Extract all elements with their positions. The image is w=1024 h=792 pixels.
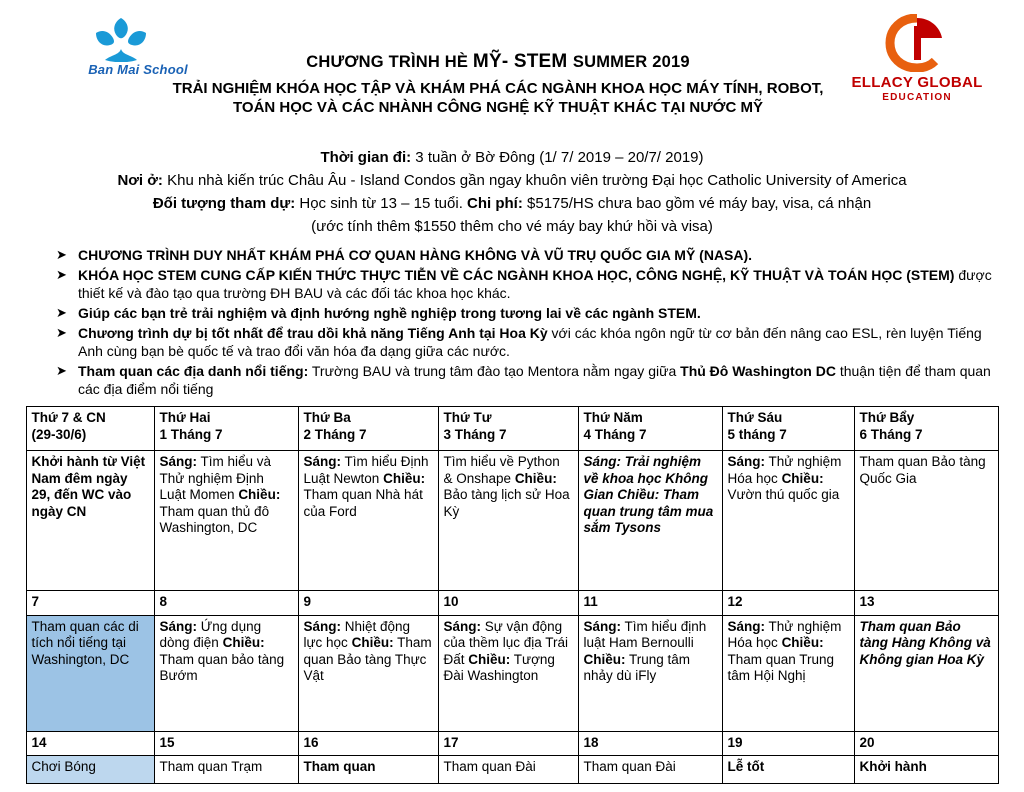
cell-afternoon-text: Tượng Đài Washington bbox=[443, 651, 555, 683]
cell-text: Tham quan Bảo tàng Quốc Gia bbox=[859, 454, 986, 486]
info-audience-label: Đối tượng tham dự: bbox=[152, 195, 296, 212]
schedule-cell bbox=[854, 451, 998, 591]
header-date: 4 Tháng 7 bbox=[583, 426, 647, 442]
header-date: 1 Tháng 7 bbox=[159, 426, 223, 442]
header-date: 5 tháng 7 bbox=[727, 426, 787, 442]
arrow-bullet-icon: ➤ bbox=[56, 325, 67, 340]
list-item-rest: Trường BAU và trung tâm đào tạo Mentora nằm ngay giữa bbox=[308, 363, 681, 379]
table-row bbox=[26, 451, 998, 591]
list-item bbox=[56, 362, 998, 398]
info-block bbox=[0, 146, 1024, 238]
cell-morning-label: Sáng: bbox=[303, 454, 342, 469]
list-item-bold2: Thủ Đô Washington DC bbox=[680, 363, 836, 379]
cell-morning-text: Thử nghiệm Hóa học bbox=[727, 454, 842, 486]
day-number: 9 bbox=[298, 591, 438, 616]
cell-morning-label: Sáng: bbox=[583, 618, 622, 634]
table-row-daynumbers bbox=[26, 731, 998, 756]
day-number: 16 bbox=[298, 731, 438, 756]
header-day: Thứ Bẩy bbox=[859, 410, 915, 425]
schedule-cell bbox=[438, 615, 578, 731]
schedule-cell: Khởi hành bbox=[854, 756, 998, 784]
schedule-cell bbox=[298, 615, 438, 731]
schedule-cell: Chơi Bóng bbox=[26, 756, 154, 784]
highlights-list bbox=[0, 246, 1024, 398]
schedule-cell bbox=[578, 451, 722, 591]
list-item-rest: với các khóa ngôn ngữ từ cơ bản đến nâng cao ESL, rèn luyện Tiếng Anh cùng bạn bè quốc tế và trao đổi văn hóa đa dạng giữa các nước. bbox=[78, 325, 982, 359]
page-title bbox=[168, 52, 828, 117]
cell-afternoon-label: Chiều: bbox=[781, 635, 824, 650]
header-date: 2 Tháng 7 bbox=[303, 426, 367, 442]
cell-text: Tham quan các di tích nổi tiếng tại Washington, DC bbox=[31, 618, 139, 667]
title-line1-pre: CHƯƠNG TRÌNH HÈ bbox=[306, 53, 473, 71]
list-item bbox=[56, 324, 998, 360]
ellacy-logo-text: ELLACY GLOBAL bbox=[851, 74, 983, 91]
info-time-label: Thời gian đi: bbox=[320, 149, 412, 166]
banmai-logo-text: Ban Mai School bbox=[88, 62, 188, 77]
arrow-bullet-icon: ➤ bbox=[56, 247, 67, 262]
cell-morning-label: Sáng: bbox=[443, 618, 482, 634]
cell-morning-text: Tìm hiểu định luật Ham Bernoulli bbox=[583, 618, 707, 650]
day-number: 13 bbox=[854, 591, 998, 616]
header-day: Thứ Sáu bbox=[727, 410, 783, 425]
list-item-bold: Giúp các bạn trẻ trải nghiệm và định hướng nghề nghiệp trong tương lai về các ngành STEM. bbox=[78, 305, 701, 321]
cell-morning-label: Sáng: bbox=[583, 454, 622, 469]
cell-afternoon-label: Chiều: bbox=[351, 635, 394, 650]
cell-afternoon-label: Chiều: bbox=[617, 487, 660, 502]
day-number: 20 bbox=[854, 731, 998, 756]
cell-morning-label: Sáng: bbox=[303, 618, 342, 634]
header-day: Thứ Ba bbox=[303, 410, 351, 425]
info-line-estimate: (ước tính thêm $1550 thêm cho vé máy bay khứ hồi và visa) bbox=[311, 218, 713, 235]
ellacy-logo bbox=[832, 14, 1002, 103]
header-day: Thứ 7 & CN bbox=[31, 410, 106, 425]
cell-afternoon-label: Chiều: bbox=[583, 651, 626, 667]
cell-morning-text: Tìm hiểu Định Luật Newton bbox=[303, 454, 429, 486]
info-place-label: Nơi ở: bbox=[117, 172, 163, 189]
cell-afternoon-text: Tham quan trung tâm mua sắm Tysons bbox=[583, 487, 714, 535]
cell-afternoon-text: Tham quan thủ đô Washington, DC bbox=[159, 503, 270, 535]
cell-afternoon-label: Chiều: bbox=[222, 635, 265, 650]
cell-morning-text: Tìm hiểu và Thử nghiệm Định Luật Momen bbox=[159, 454, 272, 502]
list-item bbox=[56, 246, 998, 264]
schedule-cell: Lễ tốt bbox=[722, 756, 854, 784]
schedule-cell: Tham quan Đài bbox=[438, 756, 578, 784]
schedule-cell bbox=[26, 451, 154, 591]
table-header-cell bbox=[298, 407, 438, 451]
table-header-cell bbox=[154, 407, 298, 451]
cell-morning-text: Sự vận động của thềm lục địa Trái Đất bbox=[443, 618, 569, 667]
list-item-bold: Chương trình dự bị tốt nhất để trau dồi khả năng Tiếng Anh tại Hoa Kỳ bbox=[78, 325, 548, 341]
info-line-time bbox=[0, 146, 1024, 169]
schedule-cell: Tham quan Trạm bbox=[154, 756, 298, 784]
cell-morning-label: Sáng: bbox=[159, 618, 198, 634]
day-number: 8 bbox=[154, 591, 298, 616]
header-date: 6 Tháng 7 bbox=[859, 426, 923, 442]
arrow-bullet-icon: ➤ bbox=[56, 363, 67, 378]
cell-afternoon-text: Tham quan Bảo tàng Thực Vật bbox=[303, 635, 432, 683]
cell-morning-text: Tìm hiểu về Python & Onshape bbox=[443, 454, 560, 486]
table-header-cell bbox=[854, 407, 998, 451]
schedule-cell bbox=[722, 451, 854, 591]
info-cost-label: Chi phí: bbox=[467, 195, 523, 212]
cell-morning-label: Sáng: bbox=[159, 454, 198, 469]
title-line2: TRẢI NGHIỆM KHÓA HỌC TẬP VÀ KHÁM PHÁ CÁC NGÀNH KHOA HỌC MÁY TÍNH, ROBOT, TOÁN HỌC VÀ CÁC NHÀNH CÔNG NGHỆ KỸ THUẬT KHÁC TẠI NƯỚC MỸ bbox=[172, 80, 824, 116]
schedule-cell bbox=[154, 615, 298, 731]
header-day: Thứ Tư bbox=[443, 410, 492, 425]
header-day: Thứ Hai bbox=[159, 410, 211, 425]
schedule-table bbox=[26, 406, 999, 784]
cell-afternoon-text: Tham quan bảo tàng Bướm bbox=[159, 651, 285, 683]
table-row bbox=[26, 756, 998, 784]
title-line1-mid: MỸ- STEM bbox=[472, 51, 573, 72]
cell-morning-text: Ứng dụng dòng điện bbox=[159, 618, 262, 650]
day-number: 11 bbox=[578, 591, 722, 616]
table-header-cell bbox=[578, 407, 722, 451]
header-date: 3 Tháng 7 bbox=[443, 426, 507, 442]
schedule-cell bbox=[578, 615, 722, 731]
cell-morning-text: Nhiệt động lực học bbox=[303, 618, 411, 650]
ellacy-logo-subtext: EDUCATION bbox=[882, 92, 952, 103]
banmai-flower-icon bbox=[92, 16, 150, 62]
cell-morning-label: Sáng: bbox=[727, 618, 766, 634]
arrow-bullet-icon: ➤ bbox=[56, 267, 67, 282]
schedule-cell: Tham quan Đài bbox=[578, 756, 722, 784]
schedule-cell bbox=[26, 615, 154, 731]
list-item-bold: KHÓA HỌC STEM CUNG CẤP KIẾN THỨC THỰC TIỄN VỀ CÁC NGÀNH KHOA HỌC, CÔNG NGHỆ, KỸ THUẬT VÀ TOÁN HỌC (STEM) bbox=[78, 267, 955, 283]
day-number: 14 bbox=[26, 731, 154, 756]
info-place-value: Khu nhà kiến trúc Châu Âu - Island Condos gần ngay khuôn viên trường Đại học Catholic University of America bbox=[162, 172, 907, 189]
day-number: 12 bbox=[722, 591, 854, 616]
title-line1-post: SUMMER 2019 bbox=[572, 53, 690, 71]
cell-afternoon-text: Bảo tàng lịch sử Hoa Kỳ bbox=[443, 487, 570, 519]
day-number: 18 bbox=[578, 731, 722, 756]
cell-afternoon-text: Tham quan Nhà hát của Ford bbox=[303, 487, 423, 519]
day-number: 17 bbox=[438, 731, 578, 756]
cell-text: Khởi hành từ Việt Nam đêm ngày 29, đến WC vào ngày CN bbox=[31, 454, 146, 519]
table-header-cell bbox=[26, 407, 154, 451]
cell-afternoon-label: Chiều: bbox=[238, 487, 281, 502]
table-header-cell bbox=[438, 407, 578, 451]
document-header bbox=[0, 0, 1024, 140]
cell-afternoon-text: Vườn thú quốc gia bbox=[727, 487, 840, 502]
info-cost-value: $5175/HS chưa bao gồm vé máy bay, visa, cá nhận bbox=[522, 195, 872, 212]
schedule-cell bbox=[298, 451, 438, 591]
day-number: 19 bbox=[722, 731, 854, 756]
header-date: (29-30/6) bbox=[31, 426, 87, 442]
schedule-cell bbox=[854, 615, 998, 731]
schedule-cell bbox=[154, 451, 298, 591]
table-row bbox=[26, 615, 998, 731]
table-header-cell bbox=[722, 407, 854, 451]
day-number: 10 bbox=[438, 591, 578, 616]
arrow-bullet-icon: ➤ bbox=[56, 305, 67, 320]
cell-morning-text: Trải nghiệm về khoa học Không Gian bbox=[583, 454, 709, 502]
day-number: 7 bbox=[26, 591, 154, 616]
cell-afternoon-text: Tham quan Trung tâm Hội Nghị bbox=[727, 651, 835, 683]
list-item bbox=[56, 304, 998, 322]
table-row-daynumbers bbox=[26, 591, 998, 616]
cell-afternoon-text: Trung tâm nhảy dù iFly bbox=[583, 651, 691, 683]
list-item-rest: được thiết kế và đào tạo qua trường ĐH BAU và các đối tác khoa học khác. bbox=[78, 267, 992, 301]
cell-morning-label: Sáng: bbox=[727, 454, 766, 469]
ellacy-e-icon bbox=[884, 14, 950, 72]
info-line-place bbox=[0, 169, 1024, 192]
schedule-cell bbox=[722, 615, 854, 731]
list-item-bold: Tham quan các địa danh nổi tiếng: bbox=[78, 363, 309, 379]
cell-afternoon-label: Chiều: bbox=[383, 470, 426, 486]
header-day: Thứ Năm bbox=[583, 410, 643, 425]
info-line-audience bbox=[0, 192, 1024, 215]
cell-text: Tham quan Bảo tàng Hàng Không và Không gian Hoa Kỳ bbox=[859, 618, 991, 667]
schedule-cell bbox=[438, 451, 578, 591]
info-audience-value: Học sinh từ 13 – 15 tuổi. bbox=[295, 195, 468, 212]
table-header-row bbox=[26, 407, 998, 451]
day-number: 15 bbox=[154, 731, 298, 756]
list-item-bold: CHƯƠNG TRÌNH DUY NHẤT KHÁM PHÁ CƠ QUAN HÀNG KHÔNG VÀ VŨ TRỤ QUỐC GIA MỸ (NASA). bbox=[78, 247, 753, 263]
cell-afternoon-label: Chiều: bbox=[781, 470, 824, 486]
schedule-cell: Tham quan bbox=[298, 756, 438, 784]
list-item bbox=[56, 266, 998, 302]
cell-afternoon-label: Chiều: bbox=[514, 470, 557, 486]
list-item-rest2: thuận tiện để tham quan các địa điểm nổi tiếng bbox=[78, 363, 991, 397]
cell-morning-text: Thử nghiệm Hóa học bbox=[727, 618, 842, 650]
cell-afternoon-label: Chiều: bbox=[468, 651, 511, 667]
info-time-value: 3 tuần ở Bờ Đông (1/ 7/ 2019 – 20/7/ 2019) bbox=[411, 149, 704, 166]
